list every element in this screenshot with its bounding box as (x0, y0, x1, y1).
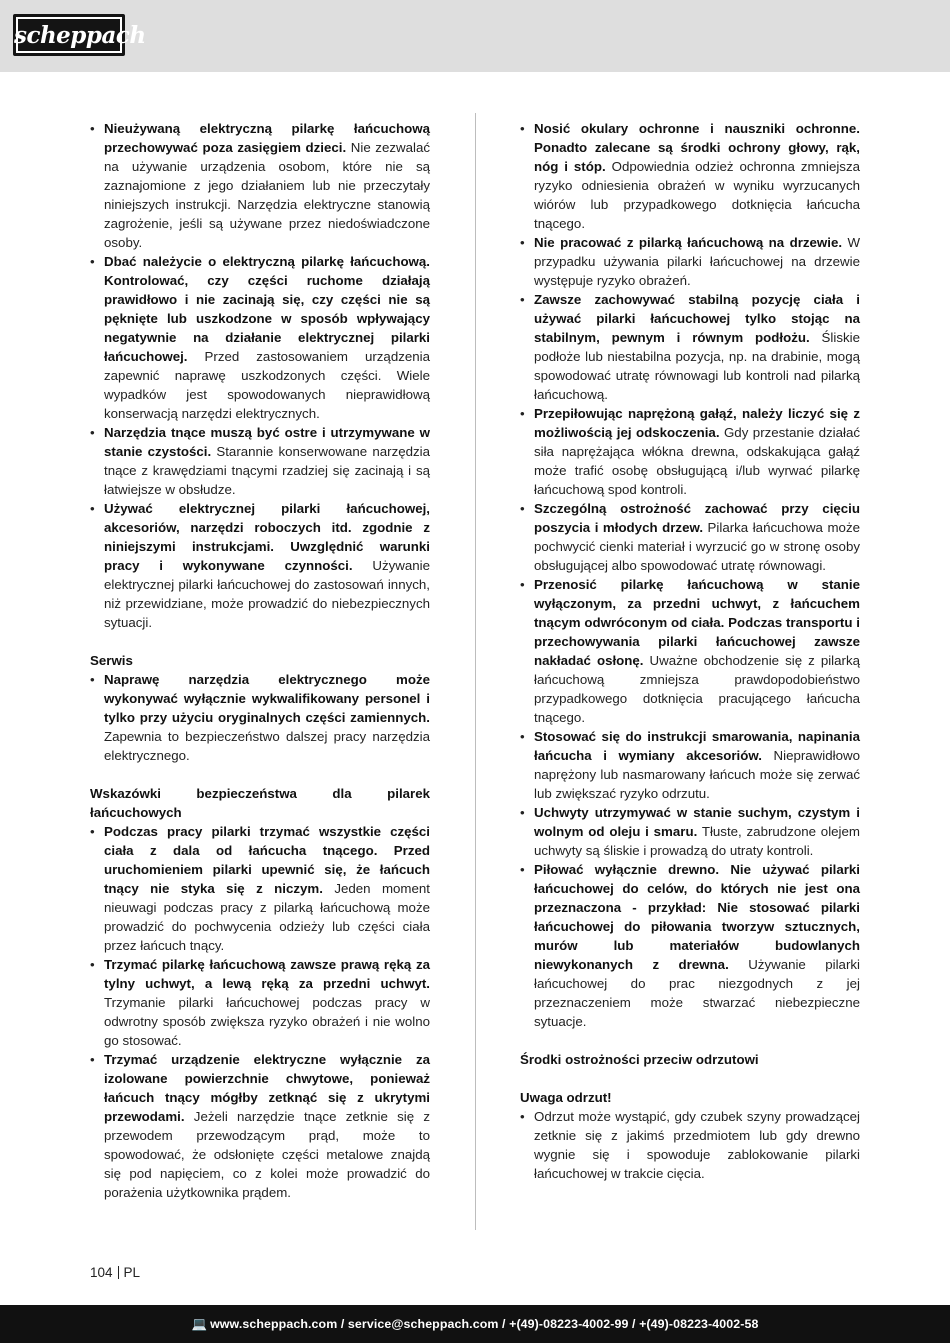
scheppach-logo: scheppach (13, 14, 125, 56)
bullet-list (90, 670, 430, 765)
list-item (90, 119, 430, 252)
list-item (520, 1107, 860, 1183)
item-emphasis: Przenosić pilarkę łańcuchową w stanie wyłączonym, za przedni uchwyt, z łańcuchem tnącym odwróconym od ciała. Podczas transportu i przechowywania pilarki łańcuchowej zawsze nakładać osłonę. (534, 577, 860, 668)
item-text: Odpowiednia odzież ochronna zmniejsza ryzyko odniesienia obrażeń w wyniku wyrzucanych wiórów lub przypadkowego dotknięcia łańcucha tnącego. (534, 159, 860, 231)
page-number-value: 104 (90, 1265, 113, 1280)
list-item (520, 803, 860, 860)
item-emphasis: Nosić okulary ochronne i nauszniki ochronne. Ponadto zalecane są środki ochrony głowy, rąk, nóg i stóp. (534, 121, 860, 174)
item-text: Pilarka łańcuchowa może pochwycić cienki materiał i wyrzucić go w stronę osoby obsługującej albo spowodować utratę równowagi. (534, 520, 860, 573)
page-number (90, 1265, 140, 1280)
item-text: Uważne obchodzenie się z pilarką łańcuchową zmniejsza prawdopodobieństwo przypadkowego dotknięcia pracującego łańcucha tnącego. (534, 653, 860, 725)
list-item (520, 727, 860, 803)
item-emphasis: Stosować się do instrukcji smarowania, napinania łańcucha i wymiany akcesoriów. (534, 729, 860, 763)
page-header (0, 0, 950, 72)
item-text: Odrzut może wystąpić, gdy czubek szyny prowadzącej zetknie się z jakimś przedmiotem lub gdy drewno wygnie się i spowoduje zablokowanie pilarki łańcuchowej w trakcie cięcia. (534, 1109, 860, 1181)
item-text: Śliskie podłoże lub niestabilna pozycja, np. na drabinie, mogą spowodować utratę równowagi lub kontroli nad pilarką łańcuchową. (534, 330, 860, 402)
item-emphasis: Podczas pracy pilarki trzymać wszystkie części ciała z dala od łańcucha tnącego. Przed uruchomieniem pilarki upewnić się, że łańcuch tnący nie styka się z niczym. (104, 824, 430, 896)
item-text: Jeżeli narzędzie tnące zetknie się z przewodem przewodzącym prąd, może to spowodować, że odsłonięte części metalowe znajdą się pod napięciem, co z kolei może prowadzić do porażenia użytkownika prądem. (104, 1109, 430, 1200)
item-emphasis: Uchwyty utrzymywać w stanie suchym, czystym i wolnym od oleju i smaru. (534, 805, 860, 839)
bullet-list (520, 119, 860, 1031)
item-text: Tłuste, zabrudzone olejem uchwyty są śliskie i prowadzą do utraty kontroli. (534, 824, 860, 858)
item-emphasis: Nieużywaną elektryczną pilarkę łańcuchową przechowywać poza zasięgiem dzieci. (104, 121, 430, 155)
item-text: Gdy przestanie działać siła naprężająca włókna drewna, odskakująca gałąź może trafić osobę obsługującą i/lub wyrwać pilarkę łańcuchową spod kontroli. (534, 425, 860, 497)
item-text: W przypadku używania pilarki łańcuchowej na drzewie występuje ryzyko obrażeń. (534, 235, 860, 288)
contact-footer (0, 1305, 950, 1343)
section-heading-service: Serwis (90, 653, 133, 668)
list-item (520, 575, 860, 727)
item-emphasis: Narzędzia tnące muszą być ostre i utrzymywane w stanie czystości. (104, 425, 430, 459)
bullet-list (90, 822, 430, 1202)
item-text: Starannie konserwowane narzędzia tnące z krawędziami tnącymi rzadziej się zacinają i są łatwiejsze w obsłudze. (104, 444, 431, 497)
section-heading-kickback: Środki ostrożności przeciw odrzutowi (520, 1052, 759, 1067)
item-text: Nieprawidłowo naprężony lub nasmarowany łańcuch może się zerwać lub zwiększać ryzyko odrzutu. (534, 748, 860, 801)
contact-line: www.scheppach.com / service@scheppach.com / +(49)-08223-4002-99 / +(49)-08223-4002-58 (210, 1317, 759, 1331)
bullet-list (90, 119, 430, 632)
list-item (520, 233, 860, 290)
item-text: Jeden moment nieuwagi podczas pracy z pilarką łańcuchową może prowadzić do pochwycenia odzieży lub części ciała przez łańcuch tnący. (104, 881, 430, 953)
list-item (520, 404, 860, 499)
list-item (90, 670, 430, 765)
list-item (520, 119, 860, 233)
item-text: Przed zastosowaniem urządzenia zapewnić naprawę uszkodzonych części. Wiele wypadków jest spowodowanych nieprawidłową konserwacją narzędzi elektrycznych. (104, 349, 430, 421)
list-item (90, 822, 430, 955)
item-emphasis: Dbać należycie o elektryczną pilarkę łańcuchową. Kontrolować, czy części ruchome działają prawidłowo i nie zacinają się, czy części nie są pęknięte lub uszkodzone w sposób wpływający negatywnie na działanie elektrycznej pilarki łańcuchowej. (104, 254, 430, 364)
bullet-list (520, 1107, 860, 1183)
list-item (90, 499, 430, 632)
column-divider (475, 113, 476, 1230)
list-item (90, 252, 430, 423)
item-text: Trzymanie pilarki łańcuchowej podczas pracy w odwrotny sposób zwiększa ryzyko obrażeń i nie wolno go stosować. (104, 995, 430, 1048)
section-heading-chainsaw-safety: Wskazówki bezpieczeństwa dla pilarek (90, 786, 430, 801)
list-item (90, 955, 430, 1050)
item-emphasis: Trzymać pilarkę łańcuchową zawsze prawą ręką za tylny uchwyt, a lewą ręką za przedni uchwyt. (104, 957, 430, 991)
item-emphasis: Zawsze zachowywać stabilną pozycję ciała i używać pilarki łańcuchowej tylko stojąc na stabilnym, pewnym i równym podłożu. (534, 292, 860, 345)
section-heading-chainsaw-safety-cont: łańcuchowych (90, 805, 182, 820)
monitor-icon: 💻 (191, 1317, 208, 1331)
item-emphasis: Nie pracować z pilarką łańcuchową na drzewie. (534, 235, 843, 250)
item-text: Używanie pilarki łańcuchowej do prac niezgodnych z jej przeznaczeniem może stwarzać niebezpieczne sytuacje. (534, 957, 860, 1029)
list-item (520, 499, 860, 575)
section-heading-kickback-warning: Uwaga odrzut! (520, 1090, 612, 1105)
item-emphasis: Naprawę narzędzia elektrycznego może wykonywać wyłącznie wykwalifikowany personel i tylko przy użyciu oryginalnych części zamiennych. (104, 672, 430, 725)
item-emphasis: Przepiłowując naprężoną gałąź, należy liczyć się z możliwością jej odskoczenia. (534, 406, 860, 440)
item-emphasis: Szczególną ostrożność zachować przy cięciu poszycia i młodych drzew. (534, 501, 860, 535)
item-text: Używanie elektrycznej pilarki łańcuchowej do zastosowań innych, niż przewidziane, może prowadzić do niebezpiecznych sytuacji. (104, 558, 430, 630)
list-item (520, 290, 860, 404)
list-item (520, 860, 860, 1031)
right-column (520, 119, 860, 1183)
item-emphasis: Używać elektrycznej pilarki łańcuchowej, akcesoriów, narzędzi roboczych itd. zgodnie z niniejszymi instrukcjami. Uwzględnić warunki pracy i wykonywane czynności. (104, 501, 430, 573)
item-emphasis: Trzymać urządzenie elektryczne wyłącznie za izolowane powierzchnie chwytowe, ponieważ łańcuch tnący mógłby zetknąć się z ukrytymi przewodami. (104, 1052, 430, 1124)
page-language: PL (123, 1265, 141, 1280)
left-column (90, 119, 430, 1202)
item-text: Nie zezwalać na używanie urządzenia osobom, które nie są zaznajomione z jego działaniem lub nie przeczytały niniejszych instrukcji. Narzędzia elektryczne stanowią zagrożenie, jeśli są używane przez niedoświadczone osoby. (104, 140, 430, 250)
item-text: Zapewnia to bezpieczeństwo dalszej pracy narzędzia elektrycznego. (104, 729, 430, 763)
item-emphasis: Piłować wyłącznie drewno. Nie używać pilarki łańcuchowej do celów, do których nie jest ona przeznaczona - przykład: Nie stosować pilarki łańcuchowej do piłowania tworzyw sztucznych, murów lub materiałów budowlanych niewykonanych z drewna. (534, 862, 860, 972)
list-item (90, 1050, 430, 1202)
list-item (90, 423, 430, 499)
